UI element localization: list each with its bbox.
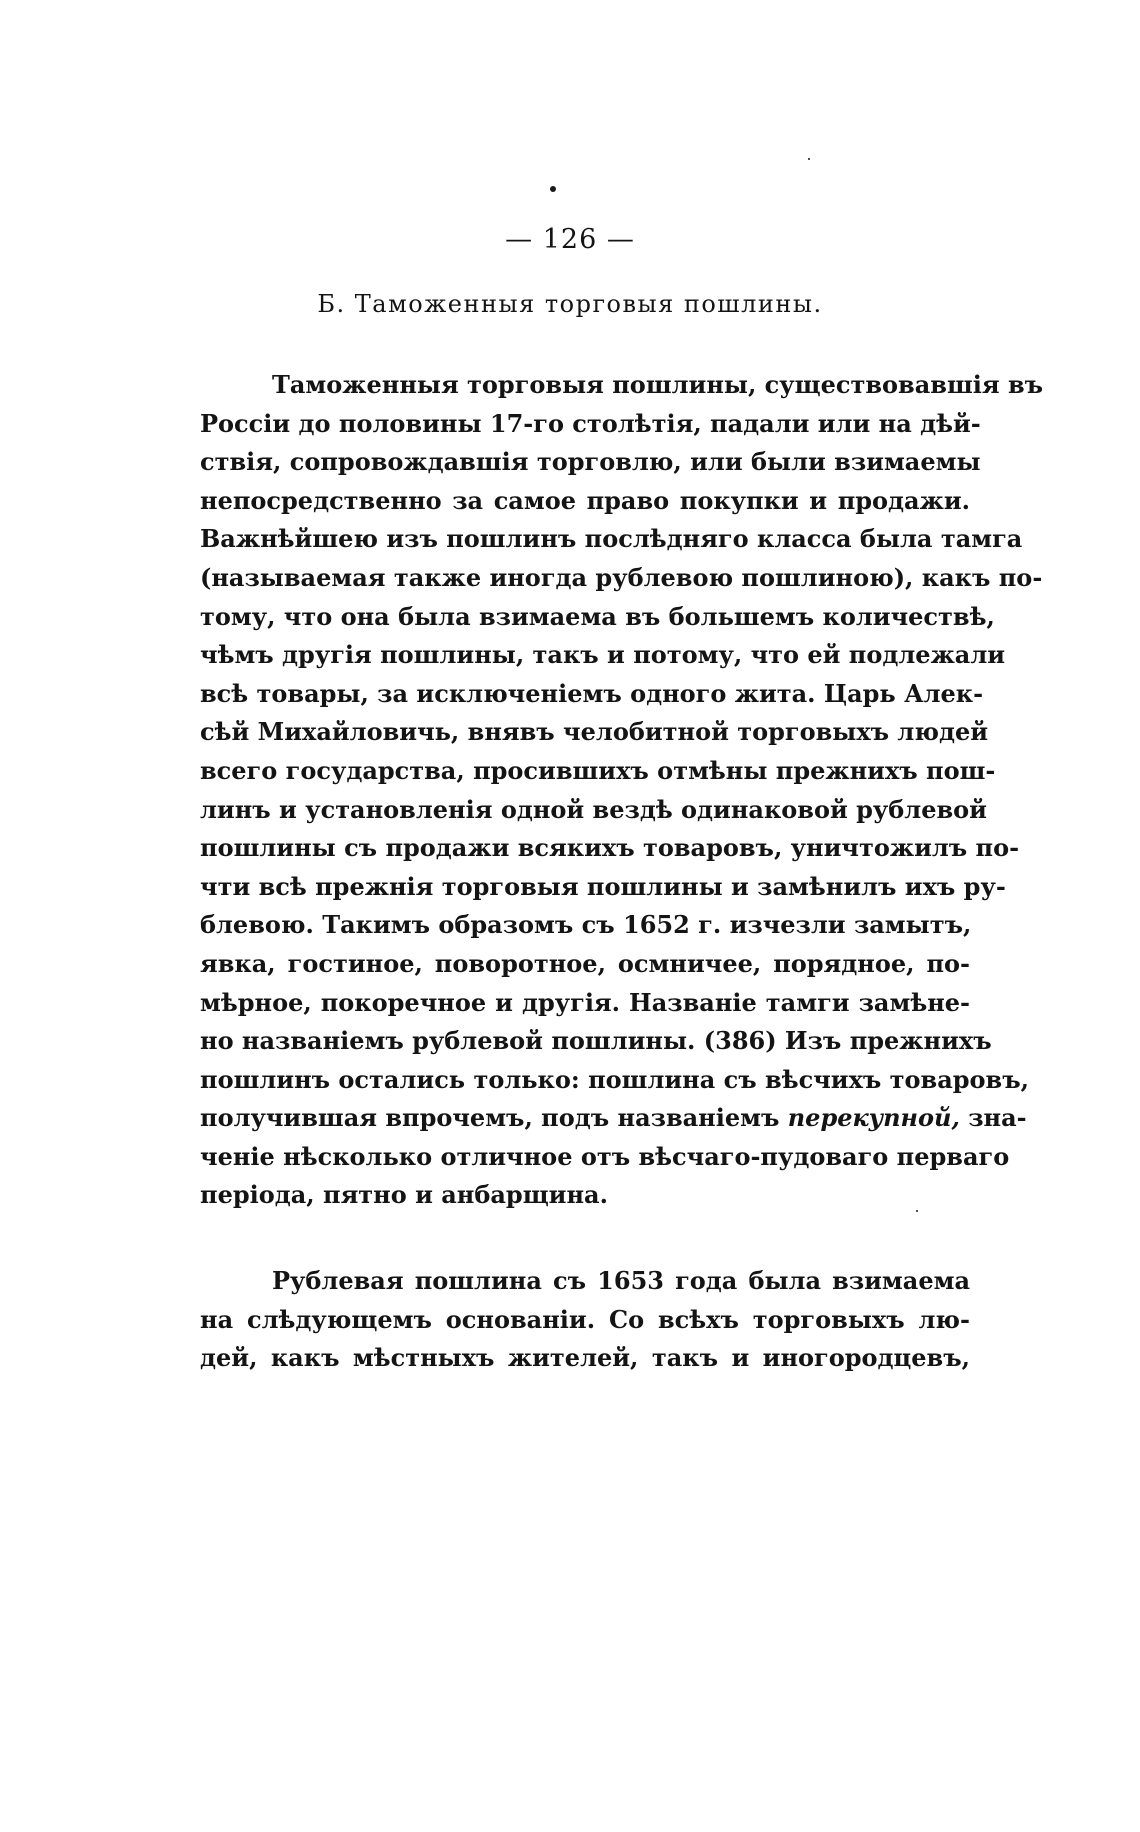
text-line: всего государства, просившихъ отмѣны прежнихъ пош- xyxy=(200,755,996,785)
text-line: дей, какъ мѣстныхъ жителей, такъ и иногородцевъ, xyxy=(200,1343,970,1373)
text-line: Рублевая пошлина съ 1653 года была взимаема xyxy=(272,1266,970,1295)
text-line: непосредственно за самое право покупки и продажи. xyxy=(200,485,970,515)
line-text: зна- xyxy=(968,1103,1027,1133)
scan-speck xyxy=(808,158,810,160)
text-line: ствія, сопровождавшія торговлю, или были взимаемы xyxy=(200,447,981,477)
italic-term: перекупной, xyxy=(787,1103,960,1133)
page-number: — 126 — xyxy=(505,224,635,255)
paragraph-2 xyxy=(200,1262,970,1378)
text-line: ченіе нѣсколько отличное отъ вѣсчаго-пудоваго перваго xyxy=(200,1141,1010,1171)
text-line: Таможенныя торговыя пошлины, существовавшія въ xyxy=(272,370,1044,399)
text-line: явка, гостиное, поворотное, осмничее, порядное, по- xyxy=(200,948,970,978)
text-line: всѣ товары, за исключеніемъ одного жита. Царь Алек- xyxy=(200,678,984,708)
text-line: (называемая также иногда рублевою пошлиною), какъ по- xyxy=(200,562,1043,592)
section-heading: Б. Таможенныя торговыя пошлины. xyxy=(317,290,823,318)
text-line: мѣрное, покоречное и другія. Названіе тамги замѣне- xyxy=(200,987,970,1017)
text-line: но названіемъ рублевой пошлины. (386) Изъ прежнихъ xyxy=(200,1026,992,1056)
text-line: чти всѣ прежнія торговыя пошлины и замѣнилъ ихъ ру- xyxy=(200,871,1006,901)
text-line: линъ и установленія одной вездѣ одинаковой рублевой xyxy=(200,794,987,824)
text-line: періода, пятно и анбарщина. xyxy=(200,1180,608,1210)
paragraph-1 xyxy=(200,366,1044,1215)
text-line-with-italic xyxy=(200,1099,1027,1138)
text-line: Важнѣйшею изъ пошлинъ послѣдняго класса была тамга xyxy=(200,524,1023,554)
text-line: блевою. Такимъ образомъ съ 1652 г. изчезли замытъ, xyxy=(200,910,972,940)
line-text: получившая впрочемъ, подъ названіемъ xyxy=(200,1103,780,1133)
text-line: чѣмъ другія пошлины, такъ и потому, что ей подлежали xyxy=(200,640,1006,670)
text-line: на слѣдующемъ основаніи. Со всѣхъ торговыхъ лю- xyxy=(200,1304,970,1334)
scan-speck xyxy=(550,186,556,192)
text-line: Россіи до половины 17-го столѣтія, падали или на дѣй- xyxy=(200,408,981,438)
text-line: пошлины съ продажи всякихъ товаровъ, уничтожилъ по- xyxy=(200,833,1020,863)
text-line: тому, что она была взимаема въ большемъ количествѣ, xyxy=(200,601,995,631)
text-line: сѣй Михайловичь, внявъ челобитной торговыхъ людей xyxy=(200,717,989,747)
text-line: пошлинъ остались только: пошлина съ вѣсчихъ товаровъ, xyxy=(200,1064,1029,1094)
